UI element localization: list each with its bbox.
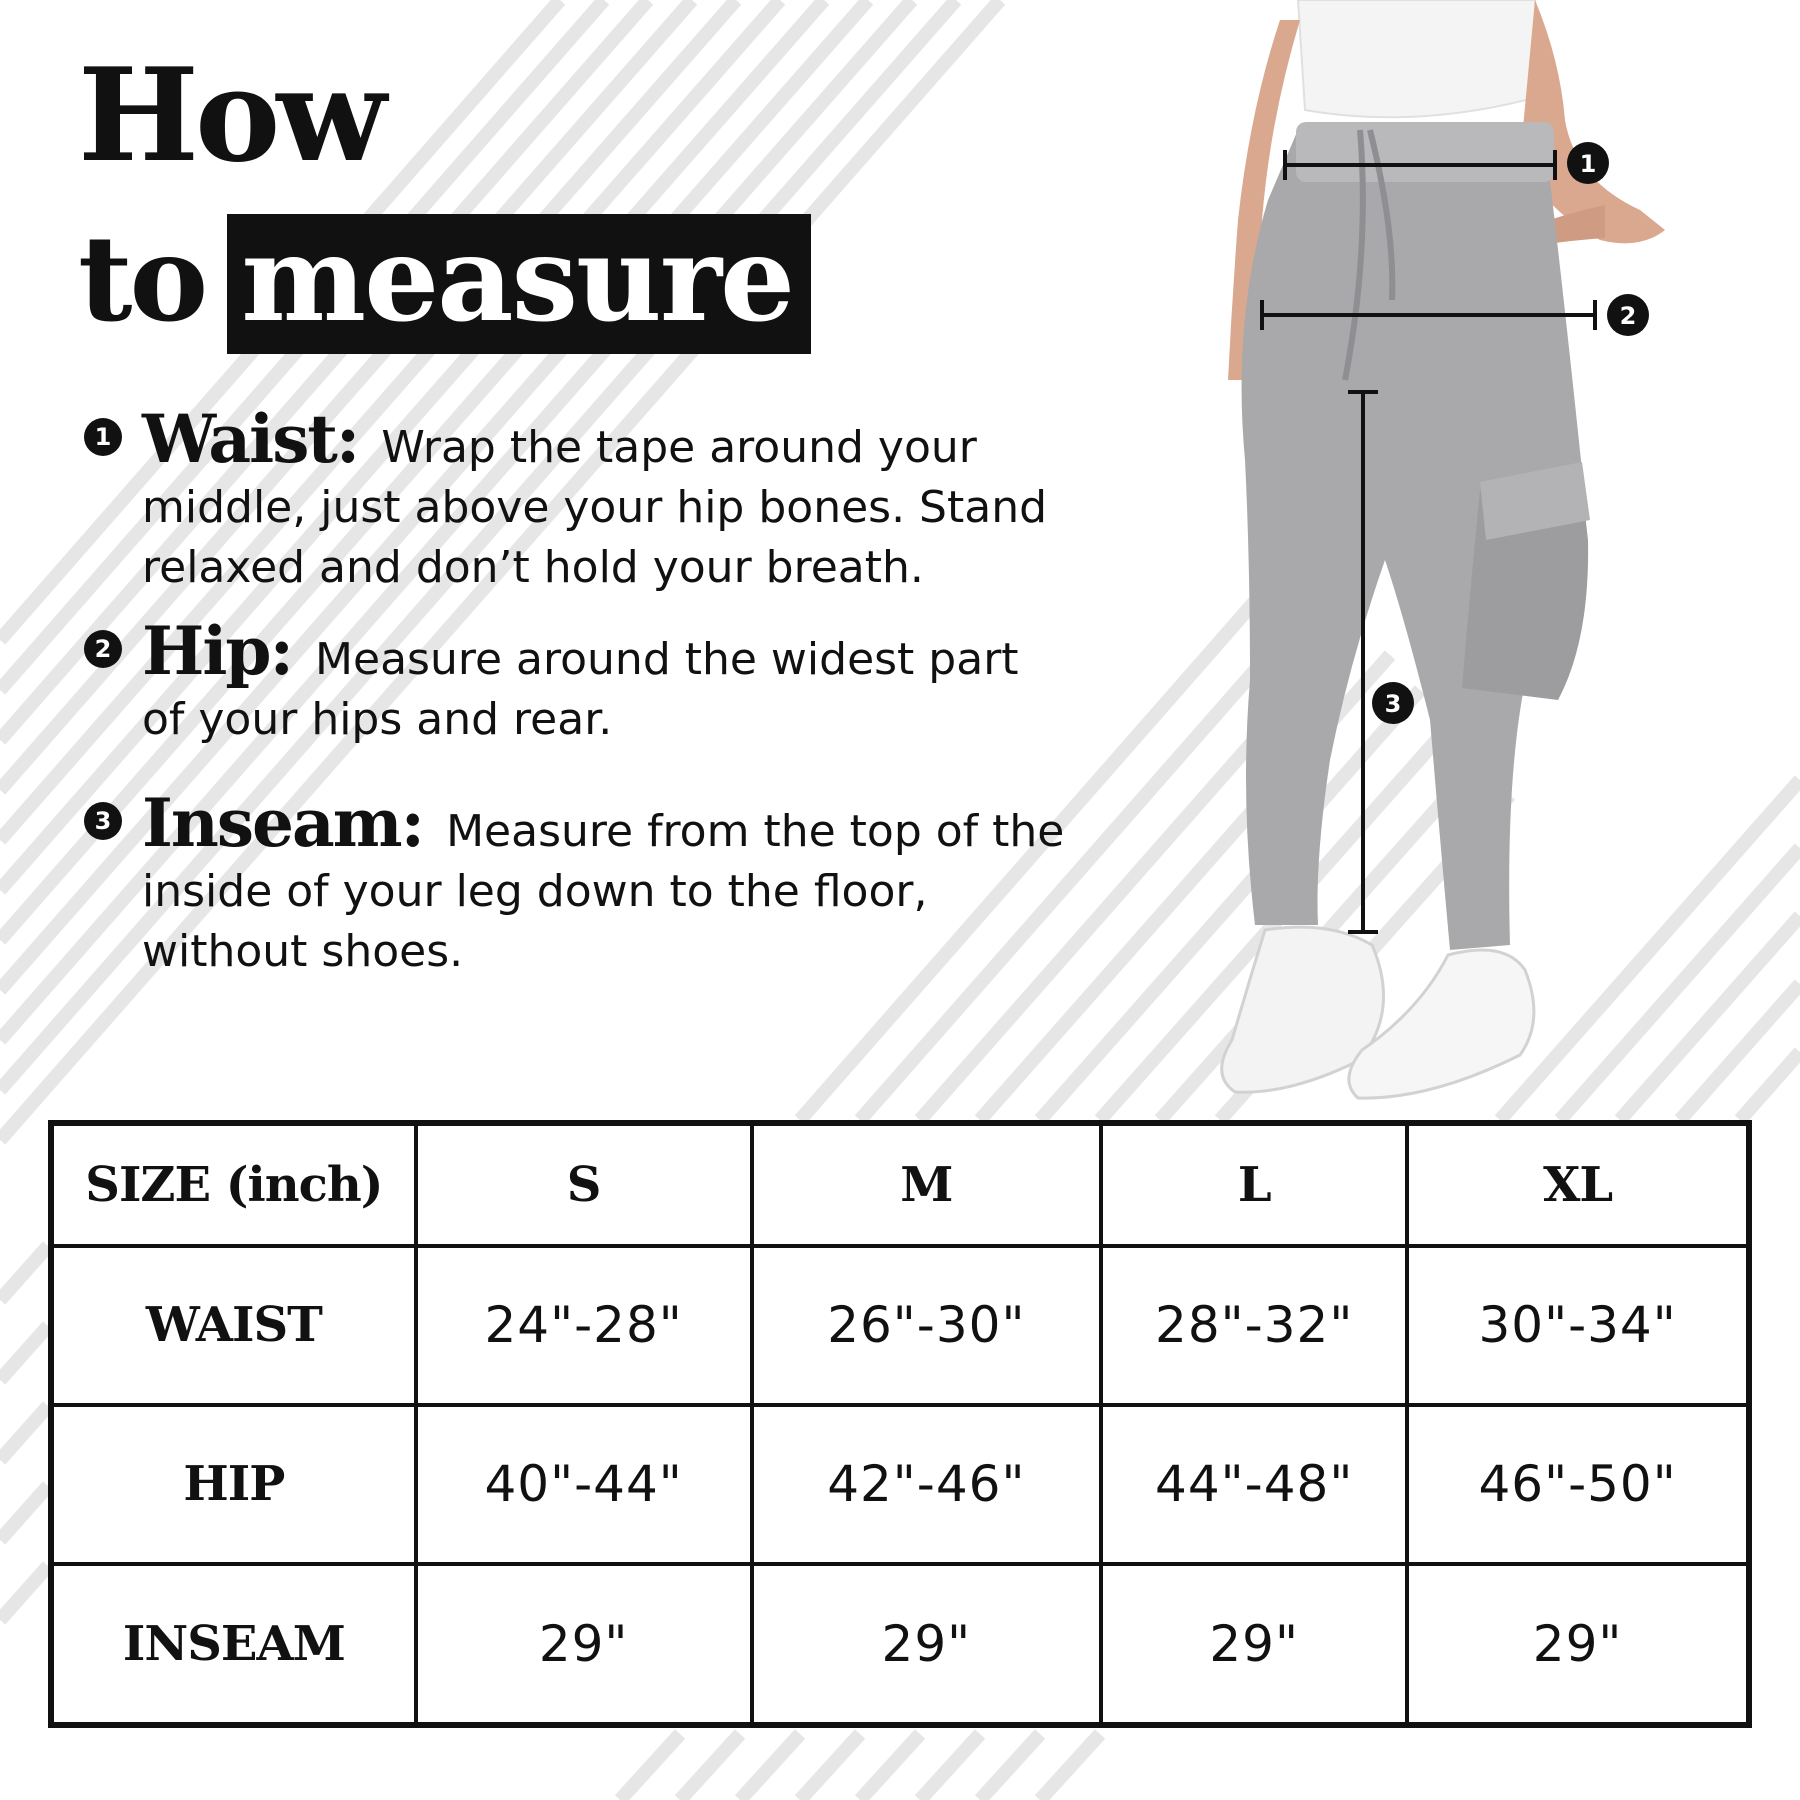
table-cell: 28"-32" (1101, 1246, 1407, 1405)
table-row (51, 1564, 1749, 1725)
step-description-line: without shoes. (142, 926, 464, 977)
step-description: Measure from the top of the (446, 806, 1065, 857)
step-number-badge: 2 (84, 630, 122, 668)
row-label-waist: WAIST (51, 1246, 416, 1405)
shirt (1298, 0, 1545, 117)
title-measure-highlight: measure (227, 214, 811, 354)
table-cell: 26"-30" (752, 1246, 1102, 1405)
marker-2-label: 2 (1619, 302, 1637, 330)
step-number-badge: 1 (84, 418, 122, 456)
header-size-l: L (1101, 1123, 1407, 1246)
marker-1-label: 1 (1579, 150, 1597, 178)
step-description: Measure around the widest part (315, 634, 1019, 685)
table-cell: 30"-34" (1407, 1246, 1749, 1405)
step-description-line: middle, just above your hip bones. Stand (142, 482, 1048, 533)
header-size-xl: XL (1407, 1123, 1749, 1246)
step-hip (80, 612, 1170, 750)
step-description: Wrap the tape around your (381, 422, 977, 473)
table-row (51, 1246, 1749, 1405)
title-line-2 (78, 209, 811, 354)
step-title: Hip: (142, 612, 292, 690)
step-number-badge: 3 (84, 802, 122, 840)
step-title: Inseam: (142, 784, 423, 862)
table-header-row (51, 1123, 1749, 1246)
table-cell: 29" (416, 1564, 752, 1725)
table-cell: 29" (752, 1564, 1102, 1725)
table-cell: 44"-48" (1101, 1405, 1407, 1564)
table-cell: 40"-44" (416, 1405, 752, 1564)
step-title: Waist: (142, 400, 359, 478)
step-description-line: inside of your leg down to the floor, (142, 866, 928, 917)
step-inseam (80, 784, 1170, 982)
table-cell: 24"-28" (416, 1246, 752, 1405)
waistband (1296, 122, 1554, 182)
table-cell: 29" (1407, 1564, 1749, 1725)
row-label-hip: HIP (51, 1405, 416, 1564)
title-how: How (78, 41, 383, 191)
table-row (51, 1405, 1749, 1564)
marker-3-label: 3 (1384, 690, 1402, 718)
step-waist (80, 400, 1170, 598)
row-label-inseam: INSEAM (51, 1564, 416, 1725)
size-chart-table (48, 1120, 1752, 1728)
table-cell: 42"-46" (752, 1405, 1102, 1564)
header-size-m: M (752, 1123, 1102, 1246)
step-description-line: relaxed and don’t hold your breath. (142, 542, 924, 593)
title-to: to (78, 209, 206, 348)
model-photo (1180, 0, 1800, 1110)
table-cell: 29" (1101, 1564, 1407, 1725)
step-description-line: of your hips and rear. (142, 694, 613, 745)
header-size-s: S (416, 1123, 752, 1246)
header-size-inch: SIZE (inch) (51, 1123, 416, 1246)
table-cell: 46"-50" (1407, 1405, 1749, 1564)
